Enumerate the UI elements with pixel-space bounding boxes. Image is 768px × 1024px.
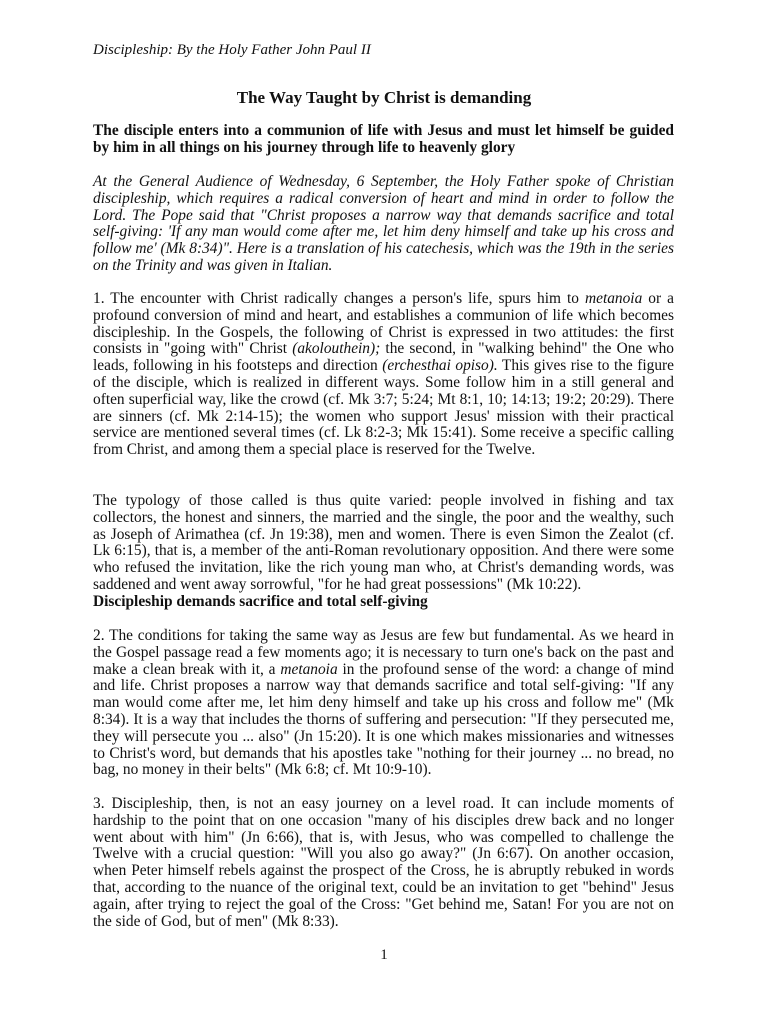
term-metanoia: metanoia: [280, 660, 338, 678]
paragraph-3: [93, 628, 674, 779]
text-span: in the profound sense of the word: a change of mind and life. Christ proposes a narrow way that demands sacrifice and total self-giving: "If any man would come after me, let him deny himself and take up his cross and follow me" (Mk 8:34). It is a way that includes the thorns of suffering and persecution: "If they persecuted me, they will persecute you ... also" (Jn 15:20). It is one which makes missionaries and witnesses to Christ's word, but demands that his apostles take "nothing for their journey ... no bread, no bag, no money in their belts" (Mk 6:8; cf. Mt 10:9-10).: [93, 660, 674, 779]
page-title: The Way Taught by Christ is demanding: [236, 88, 532, 107]
text-span: the second, in "walking behind" the One who leads, following in his footsteps and direction: [93, 340, 674, 375]
intro-paragraph: At the General Audience of Wednesday, 6 September, the Holy Father spoke of Christian discipleship, which requires a radical conversion of heart and mind in order to follow the Lord. The Pope said that "Christ proposes a narrow way that demands sacrifice and total self-giving: 'If any man would come after me, let him deny himself and take up his cross and follow me' (Mk 8:34)". Here is a translation of his catechesis, which was the 19th in the series on the Trinity and was given in Italian.: [93, 173, 674, 274]
text-span: This gives rise to the figure of the disciple, which is realized in different ways. Some follow him in a still general and often superficial way, like the crowd (cf. Mk 3:7; 5:24; Mt 8:1, 10; 14:13; 19:2; 20:29). There are sinners (cf. Mk 2:14-15); the women who support Jesus' mission with their practical service are mentioned several times (cf. Lk 8:2-3; Mk 15:41). Some receive a specific calling from Christ, and among them a special place is reserved for the Twelve.: [93, 357, 674, 459]
subtitle: The disciple enters into a communion of life with Jesus and must let himself be guided by him in all things on his journey through life to heavenly glory: [93, 122, 674, 156]
text-span: 1. The encounter with Christ radically changes a person's life, spurs him to: [93, 290, 585, 307]
text-span: or a profound conversion of mind and heart, and establishes a communion of life which becomes discipleship. In the Gospels, the following of Christ is expressed in two attitudes: the first consists in "going with" Christ: [93, 290, 674, 358]
term-akolouthein: (akolouthein);: [292, 340, 381, 358]
term-metanoia: metanoia: [585, 290, 643, 307]
paragraph-4: 3. Discipleship, then, is not an easy journey on a level road. It can include moments of hardship to the point that on one occasion "many of his disciples drew back and no longer went about with him" (Jn 6:66), that is, with Jesus, who was compelled to challenge the Twelve with a crucial question: "Will you also go away?" (Jn 6:67). On another occasion, when Peter himself rebels against the prospect of the Cross, he is abruptly rebuked in words that, according to the nuance of the original text, could be an invitation to get "behind" Jesus again, after trying to reject the goal of the Cross: "Get behind me, Satan! For you are not on the side of God, but of men" (Mk 8:33).: [93, 795, 674, 930]
text-span: 2. The conditions for taking the same way as Jesus are few but fundamental. As we heard in the Gospel passage read a few moments ago; it is necessary to turn one's back on the past and make a clean break with it, a: [93, 627, 674, 678]
page-number: 1: [380, 947, 388, 963]
paragraph-1: [93, 291, 674, 459]
term-erchesthai: (erchesthai opiso).: [382, 357, 498, 375]
section-heading: Discipleship demands sacrifice and total self-giving: [93, 593, 428, 610]
paragraph-2: The typology of those called is thus quite varied: people involved in fishing and tax collectors, the honest and sinners, the married and the single, the poor and the wealthy, such as Joseph of Arimathea (cf. Jn 19:38), men and women. There is even Simon the Zealot (cf. Lk 6:15), that is, a member of the anti-Roman revolutionary opposition. And there were some who refused the invitation, like the rich young man who, at Christ's demanding words, was saddened and went away sorrowful, "for he had great possessions" (Mk 10:22).: [93, 492, 674, 593]
running-header: Discipleship: By the Holy Father John Paul II: [93, 42, 371, 58]
